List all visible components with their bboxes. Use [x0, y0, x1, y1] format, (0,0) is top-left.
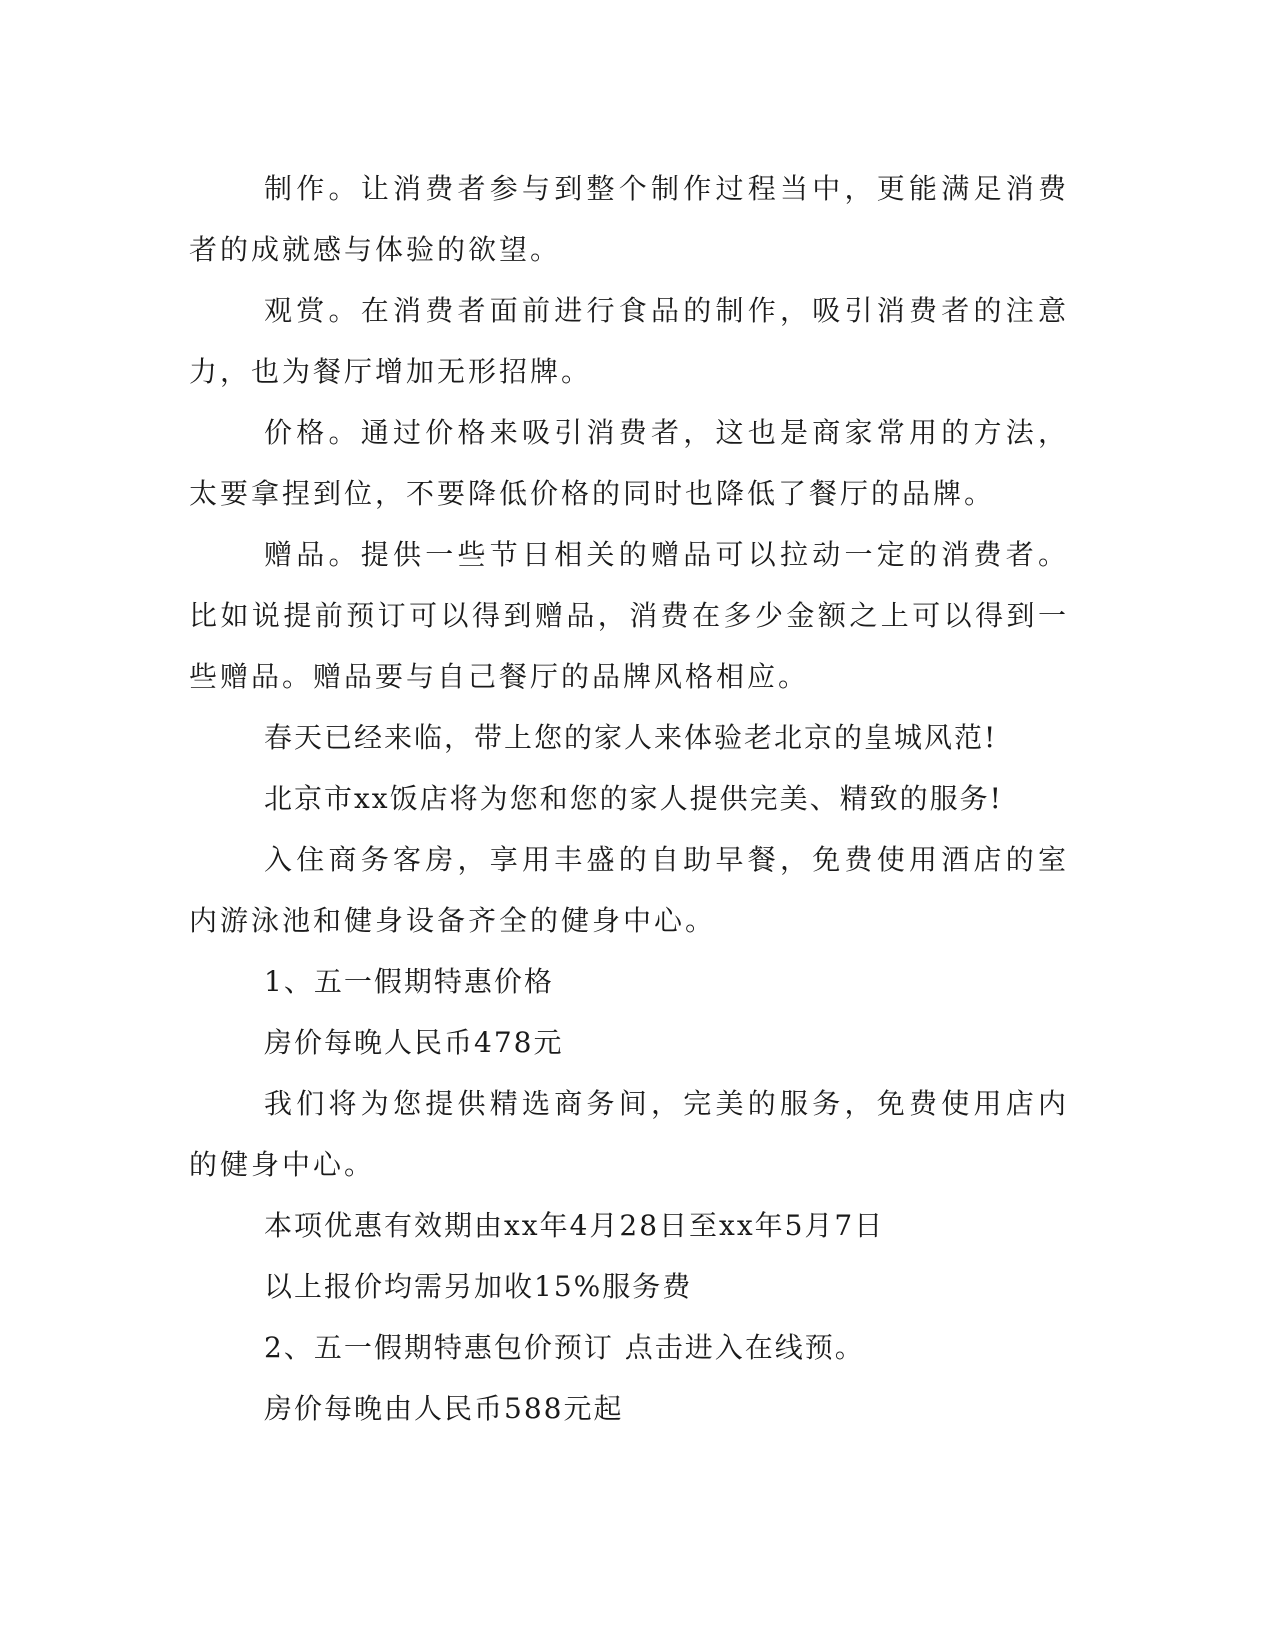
paragraph-price: 价格。通过价格来吸引消费者，这也是商家常用的方法，太要拿捏到位，不要降低价格的同时也降低了餐厅的品牌。 [189, 416, 1069, 510]
paragraph-gifts: 赠品。提供一些节日相关的赠品可以拉动一定的消费者。比如说提前预订可以得到赠品，消费在多少金额之上可以得到一些赠品。赠品要与自己餐厅的品牌风格相应。 [189, 538, 1069, 693]
paragraph-viewing: 观赏。在消费者面前进行食品的制作，吸引消费者的注意力，也为餐厅增加无形招牌。 [189, 294, 1069, 388]
paragraph-validity: 本项优惠有效期由xx年4月28日至xx年5月7日 [264, 1209, 885, 1242]
document-body [189, 158, 1069, 1439]
section-heading-special-price: 1、五一假期特惠价格 [264, 965, 554, 998]
paragraph-service-fee: 以上报价均需另加收15%服务费 [264, 1270, 693, 1303]
paragraph-package-rate: 房价每晚由人民币588元起 [264, 1392, 624, 1425]
paragraph-room-rate: 房价每晚人民币478元 [264, 1026, 564, 1059]
paragraph-business-suite: 我们将为您提供精选商务间，完美的服务，免费使用店内的健身中心。 [189, 1087, 1069, 1181]
paragraph-business-room: 入住商务客房，享用丰盛的自助早餐，免费使用酒店的室内游泳池和健身设备齐全的健身中心。 [189, 843, 1069, 937]
paragraph-hotel-service: 北京市xx饭店将为您和您的家人提供完美、精致的服务! [264, 782, 1003, 815]
paragraph-spring: 春天已经来临，带上您的家人来体验老北京的皇城风范! [264, 721, 998, 754]
section-heading-package-booking: 2、五一假期特惠包价预订 点击进入在线预。 [264, 1331, 865, 1364]
paragraph-production: 制作。让消费者参与到整个制作过程当中，更能满足消费者的成就感与体验的欲望。 [189, 172, 1069, 266]
